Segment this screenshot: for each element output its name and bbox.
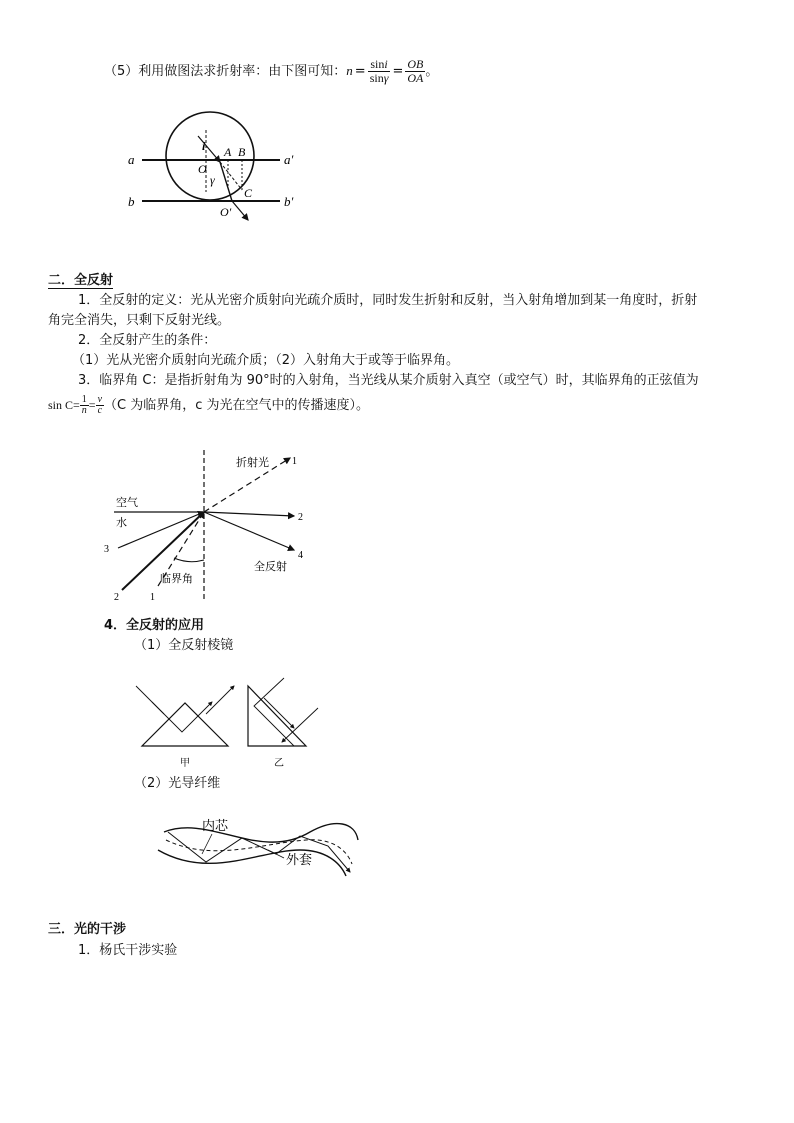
ray-yi-2 [282,708,318,742]
label-yi: 乙 [274,758,284,769]
sec2-p2-cond: （1）光从光密介质射向光疏介质；（2）入射角大于或等于临界角。 [72,353,460,368]
app-title: 4．全反射的应用 [104,618,205,633]
app-fiber: （2）光导纤维 [134,776,221,791]
p3-eq: = [73,398,80,412]
label-2-bottom: 2 [114,592,119,603]
fiber-outer-bottom [158,850,346,876]
label-B: B [238,145,246,159]
label-1-bottom: 1 [150,592,155,603]
item5-oa: OA [407,71,424,85]
p3-one: 1 [81,394,87,405]
oc-dash [220,162,242,190]
sec2-title-text: 二．全反射 [48,273,114,288]
prism-jia [142,703,228,746]
p3-eq2: = [88,398,96,412]
item5-sin-r: sin [369,71,384,85]
label-C: C [244,186,253,200]
item5-sin-i: sin [370,57,385,71]
label-O: O [198,162,207,176]
ray-jia-3 [206,686,234,714]
label-A: A [224,145,232,159]
label-shui: 水 [116,516,127,529]
label-a2: a′ [284,152,294,167]
label-i: i [202,139,206,153]
label-a: a [128,152,135,167]
item5-prefix: （5）利用做图法求折射率：由下图可知： [104,64,347,79]
pointer-neixin [202,834,212,854]
sec2-p2: 2．全反射产生的条件： [78,333,217,348]
p3-tail: （C 为临界角，c 为光在空气中的传播速度）。 [104,398,370,413]
item5-n: n [346,63,353,78]
figure-optical-fiber [150,810,370,890]
sec2-title [48,272,113,290]
label-b2: b′ [284,194,294,209]
label-gamma: γ [210,173,215,187]
item5-frac-ob [405,58,425,85]
label-zheshe: 折射光 [236,456,269,469]
refracted-ray [220,162,232,201]
ray-2-surface [204,512,294,516]
label-3-left: 3 [104,544,109,555]
item5-eq2: = [392,64,404,79]
label-waitao: 外套 [286,853,313,868]
item5-i: i [384,57,388,71]
p3-sinC: sin C [48,398,74,412]
label-quanfanshe: 全反射 [254,560,287,573]
ray-yi-3 [264,698,294,728]
label-1-top: 1 [292,456,297,467]
sec2-p1-a: 1．全反射的定义：光从光密介质射向光疏介质时，同时发生折射和反射，当入射角增加到某一角度时，折射 [78,293,698,308]
item5-ob: OB [407,57,424,71]
figure-circle-refraction [120,110,310,235]
fiber-ray [168,832,350,872]
p3-v: v [97,394,103,405]
p3-frac-vc [96,395,104,416]
label-jia: 甲 [180,758,190,769]
item5-frac-sin [368,58,391,85]
fiber-outer-top [164,824,358,843]
item5-eq: = [354,64,366,79]
figure-critical-angle [96,446,326,606]
item5-line [104,58,438,84]
label-b: b [128,194,135,209]
sec2-p1-b: 角完全消失，只剩下反射光线。 [48,313,231,328]
label-O2: O′ [220,205,232,219]
sec2-p3-formula [48,391,369,419]
critical-angle-arc [174,558,204,562]
p3-n: n [81,405,87,416]
sec3-item1: 1．杨氏干涉实验 [78,943,178,958]
label-linjie: 临界角 [160,572,193,585]
label-2-right: 2 [298,512,303,523]
p3-c: c [97,405,103,416]
exit-ray [232,201,248,220]
label-kongqi: 空气 [116,496,138,509]
ray-4-reflected [204,512,294,550]
sec3-title: 三．光的干涉 [48,922,127,937]
ray-jia-2 [136,686,164,714]
p3-frac-1n [80,395,89,416]
figure-prisms [134,676,334,776]
label-neixin: 内芯 [202,819,229,834]
item5-gamma: γ [383,71,389,85]
ray-3-incident [118,512,204,548]
app-prism: （1）全反射棱镜 [134,638,234,653]
label-4-right: 4 [298,550,303,561]
item5-end: 。 [425,64,439,79]
prism-yi [248,686,306,746]
sec2-p3-a: 3．临界角 C：是指折射角为 90°时的入射角，当光线从某介质射入真空（或空气）时，其临界角的正弦值为 [78,373,699,388]
